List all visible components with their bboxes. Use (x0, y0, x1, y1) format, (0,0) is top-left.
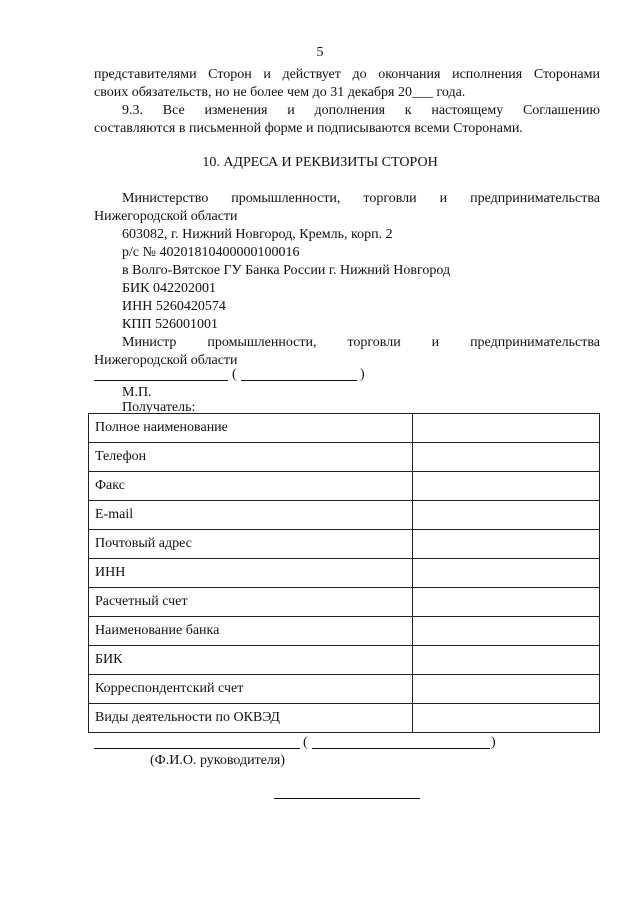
word: торговли (347, 335, 401, 350)
clause-9-3-line1 (94, 102, 600, 120)
word: окончания (378, 67, 441, 82)
table-row (89, 530, 600, 559)
paren-close: ) (491, 735, 496, 750)
row-value[interactable] (413, 530, 600, 559)
word: дополнения (314, 103, 386, 118)
table-row (89, 501, 600, 530)
row-label: Наименование банка (89, 617, 413, 646)
signature-caption: (Ф.И.О. руководителя) (150, 753, 285, 768)
row-value[interactable] (413, 617, 600, 646)
ministry-name-line1 (94, 190, 600, 208)
signature-underline (94, 748, 300, 749)
row-label: E-mail (89, 501, 413, 530)
word: Министр (122, 335, 177, 350)
clause-9-3-line2: составляются в письменной форме и подписываются всеми Сторонами. (94, 121, 523, 136)
paren-open: ( (232, 367, 237, 382)
ministry-bik: БИК 042202001 (122, 281, 216, 296)
word: Сторон (208, 67, 252, 82)
table-row (89, 675, 600, 704)
ministry-kpp: КПП 526001001 (122, 317, 219, 332)
minister-title-line2: Нижегородской области (94, 353, 238, 368)
name-underline (312, 748, 490, 749)
ministry-bank: в Волго-Вятское ГУ Банка России г. Нижний Новгород (122, 263, 451, 278)
row-value[interactable] (413, 704, 600, 733)
table-row (89, 588, 600, 617)
row-label: Корреспондентский счет (89, 675, 413, 704)
word: настоящему (431, 103, 504, 118)
row-value[interactable] (413, 472, 600, 501)
word: действует (282, 67, 341, 82)
word: предпринимательства (470, 191, 600, 206)
page-number: 5 (316, 45, 324, 60)
ministry-inn: ИНН 5260420574 (122, 299, 226, 314)
word: 9.3. (122, 103, 143, 118)
ministry-block (94, 190, 600, 370)
row-label: Телефон (89, 443, 413, 472)
section-heading: 10. АДРЕСА И РЕКВИЗИТЫ СТОРОН (202, 155, 438, 170)
row-value[interactable] (413, 675, 600, 704)
row-label: Почтовый адрес (89, 530, 413, 559)
table-row (89, 646, 600, 675)
requisites-table (88, 413, 600, 733)
row-label: Расчетный счет (89, 588, 413, 617)
word: к (404, 103, 412, 118)
word: и (263, 67, 271, 82)
row-label: ИНН (89, 559, 413, 588)
word: предпринимательства (470, 335, 600, 350)
recipient-signature-line (94, 734, 504, 752)
word: промышленности, (207, 335, 317, 350)
name-underline (241, 380, 357, 381)
word: Министерство (122, 191, 209, 206)
word: промышленности, (231, 191, 341, 206)
row-value[interactable] (413, 588, 600, 617)
word: изменения (204, 103, 268, 118)
word: торговли (363, 191, 417, 206)
table-row (89, 704, 600, 733)
recipient-label: Получатель: (122, 400, 196, 415)
row-value[interactable] (413, 501, 600, 530)
row-value[interactable] (413, 559, 600, 588)
word: и (431, 335, 440, 350)
word: до (352, 67, 367, 82)
clause-9-2-line2: своих обязательств, но не более чем до 31 декабря 20___ года. (94, 85, 466, 100)
word: и (287, 103, 295, 118)
word: представителями (94, 67, 197, 82)
row-label: Факс (89, 472, 413, 501)
row-label: БИК (89, 646, 413, 675)
ministry-name-line2: Нижегородской области (94, 209, 238, 224)
row-label: Полное наименование (89, 414, 413, 443)
paren-close: ) (360, 367, 365, 382)
ministry-address: 603082, г. Нижний Новгород, Кремль, корп. 2 (122, 227, 393, 242)
minister-signature-line (94, 366, 384, 384)
word: Все (162, 103, 185, 118)
row-value[interactable] (413, 443, 600, 472)
word: Соглашению (522, 103, 600, 118)
table-row (89, 443, 600, 472)
word: исполнения (452, 67, 523, 82)
table-row (89, 617, 600, 646)
table-row (89, 559, 600, 588)
clause-9-2-end (94, 66, 600, 102)
stamp-place: М.П. (122, 385, 152, 400)
word: и (439, 191, 448, 206)
row-label: Виды деятельности по ОКВЭД (89, 704, 413, 733)
ministry-account: р/с № 40201810400000100016 (122, 245, 300, 260)
word: Сторонами (533, 67, 600, 82)
clause-9-2-line1 (94, 66, 600, 84)
clause-9-3 (94, 102, 600, 138)
paren-open: ( (303, 735, 308, 750)
table-row (89, 414, 600, 443)
table-row (89, 472, 600, 501)
row-value[interactable] (413, 646, 600, 675)
minister-title-line1 (94, 334, 600, 352)
bottom-underline (274, 798, 420, 799)
signature-underline (94, 380, 228, 381)
row-value[interactable] (413, 414, 600, 443)
